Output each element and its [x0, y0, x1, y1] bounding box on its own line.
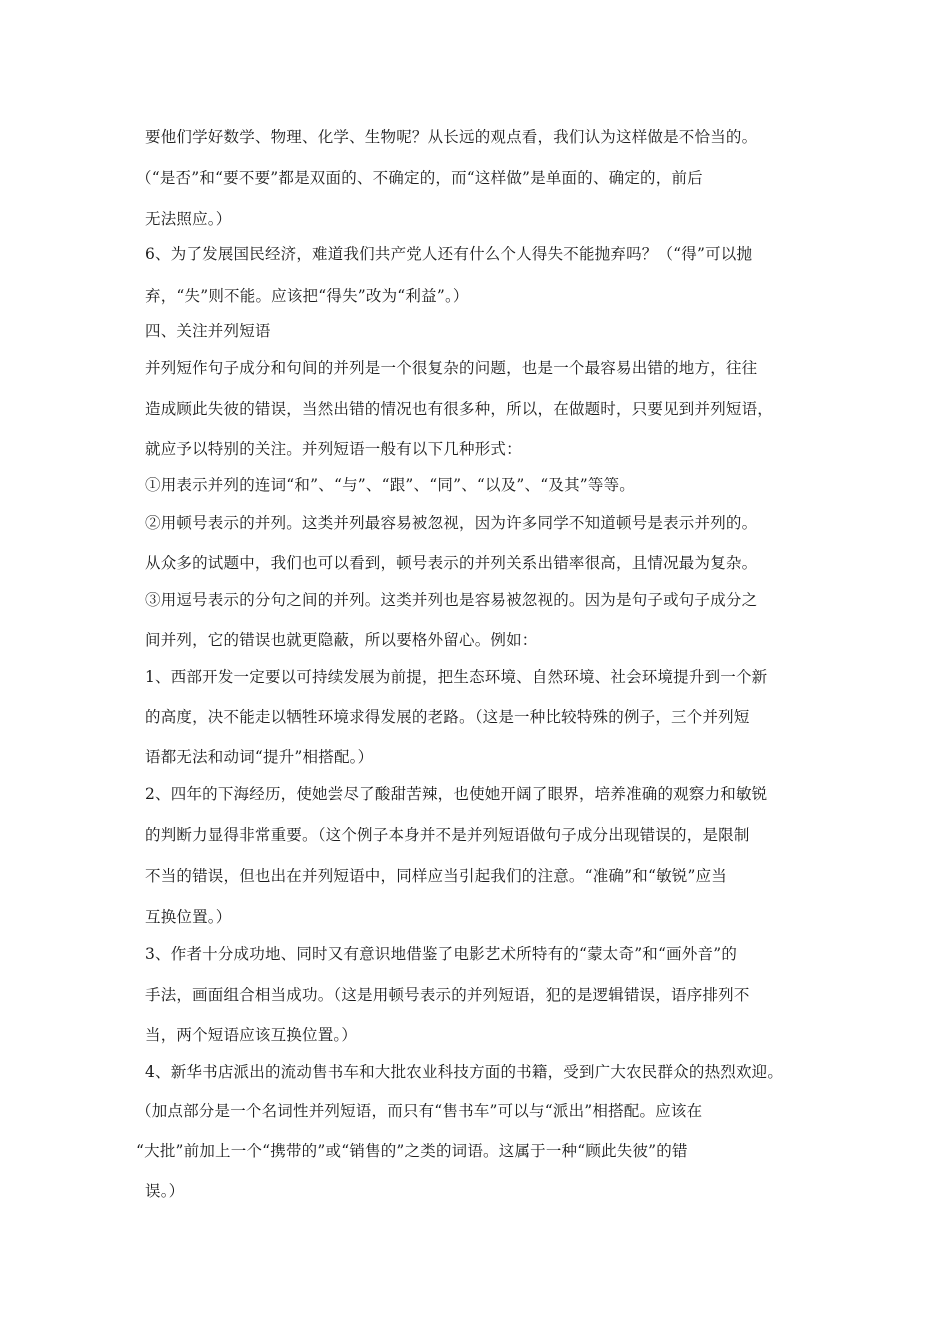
paragraph-line: 间并列，它的错误也就更隐蔽，所以要格外留心。例如：	[145, 631, 538, 649]
paragraph-line: （加点部分是一个名词性并列短语，而只有“售书车”可以与“派出”相搭配。应该在	[136, 1102, 703, 1120]
paragraph-line: 从众多的试题中，我们也可以看到，顿号表示的并列关系出错率很高，且情况最为复杂。	[145, 554, 758, 572]
paragraph-line: “大批”前加上一个“携带的”或“销售的”之类的词语。这属于一种“顾此失彼”的错	[136, 1142, 688, 1160]
paragraph-line: 手法，画面组合相当成功。（这是用顿号表示的并列短语，犯的是逻辑错误，语序排列不	[145, 986, 750, 1004]
paragraph-line: 不当的错误，但也出在并列短语中，同样应当引起我们的注意。“准确”和“敏锐”应当	[145, 867, 727, 885]
paragraph-line: 造成顾此失彼的错误，当然出错的情况也有很多种，所以，在做题时，只要见到并列短语，	[145, 400, 774, 418]
paragraph-line: 就应予以特别的关注。并列短语一般有以下几种形式：	[145, 440, 522, 458]
paragraph-line: （“是否”和“要不要”都是双面的、不确定的，而“这样做”是单面的、确定的，前后	[136, 169, 703, 187]
paragraph-line: 的高度，决不能走以牺牲环境求得发展的老路。（这是一种比较特殊的例子，三个并列短	[145, 708, 750, 726]
example-line: 4、新华书店派出的流动售书车和大批农业科技方面的书籍，受到广大农民群众的热烈欢迎。	[145, 1063, 784, 1081]
paragraph-line: 无法照应。）	[145, 210, 232, 228]
paragraph-line: 误。）	[145, 1182, 185, 1200]
section-heading: 四、关注并列短语	[145, 322, 271, 340]
example-line: 3、作者十分成功地、同时又有意识地借鉴了电影艺术所特有的“蒙太奇”和“画外音”的	[145, 945, 738, 963]
example-line: 1、西部开发一定要以可持续发展为前提，把生态环境、自然环境、社会环境提升到一个新	[145, 668, 768, 686]
example-line: 2、四年的下海经历，使她尝尽了酸甜苦辣，也使她开阔了眼界，培养准确的观察力和敏锐	[145, 785, 768, 803]
list-item: ②用顿号表示的并列。这类并列最容易被忽视，因为许多同学不知道顿号是表示并列的。	[145, 514, 758, 532]
list-item: ③用逗号表示的分句之间的并列。这类并列也是容易被忽视的。因为是句子或句子成分之	[145, 591, 758, 609]
paragraph-line: 语都无法和动词“提升”相搭配。）	[145, 748, 374, 766]
list-item: ①用表示并列的连词“和”、“与”、“跟”、“同”、“以及”、“及其”等等。	[145, 476, 635, 494]
paragraph-line: 并列短作句子成分和句间的并列是一个很复杂的问题，也是一个最容易出错的地方，往往	[145, 359, 758, 377]
paragraph-line: 要他们学好数学、物理、化学、生物呢？从长远的观点看，我们认为这样做是不恰当的。	[145, 128, 758, 146]
paragraph-line: 的判断力显得非常重要。（这个例子本身并不是并列短语做句子成分出现错误的，是限制	[145, 826, 750, 844]
paragraph-line: 弃，“失”则不能。应该把“得失”改为“利益”。）	[145, 287, 469, 305]
paragraph-line: 6、为了发展国民经济，难道我们共产党人还有什么个人得失不能抛弃吗？（“得”可以抛	[145, 245, 753, 263]
paragraph-line: 互换位置。）	[145, 908, 232, 926]
paragraph-line: 当，两个短语应该互换位置。）	[145, 1026, 358, 1044]
